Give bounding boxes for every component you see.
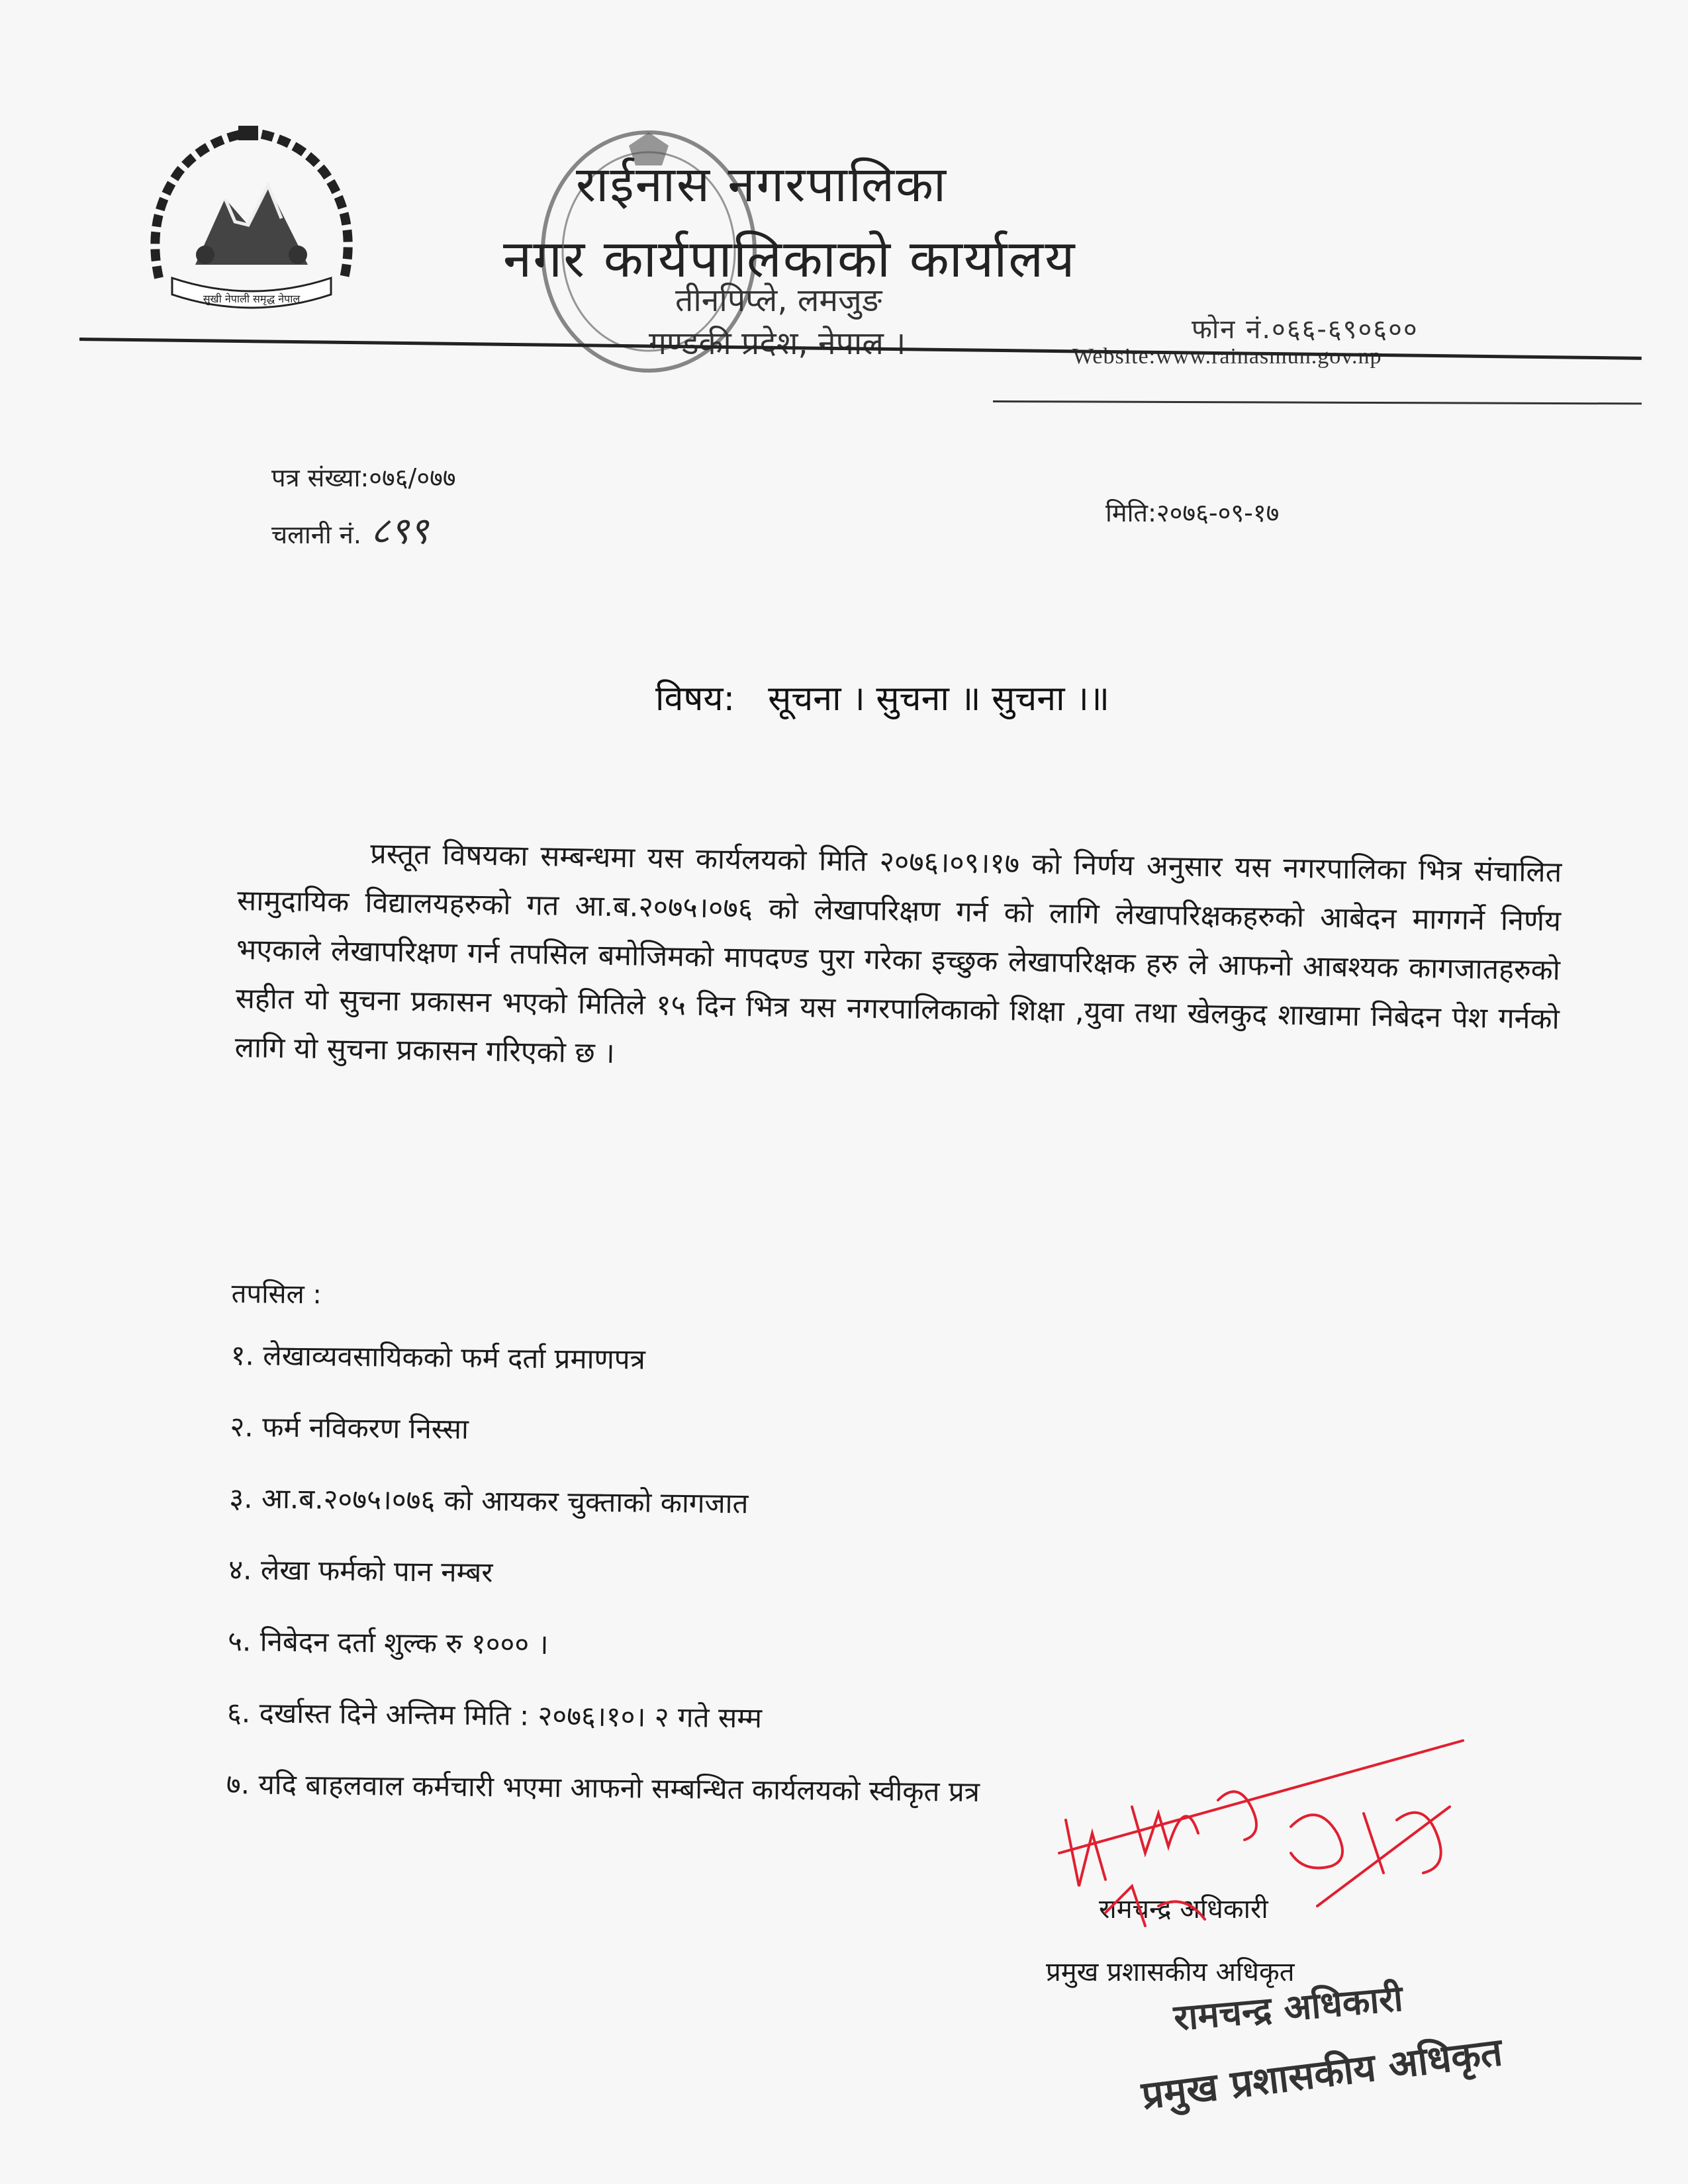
list-item: ७. यदि बाहलवाल कर्मचारी भएमा आफनो सम्बन्धित कार्यलयको स्वीकृत प्रत्र bbox=[226, 1767, 980, 1808]
subject-label: विषय: bbox=[655, 679, 735, 719]
list-item: ३. आ.ब.२०७५।०७६ को आयकर चुक्ताको कागजात bbox=[229, 1481, 749, 1520]
list-item: ४. लेखा फर्मको पान नम्बर bbox=[228, 1553, 493, 1589]
reference-number: पत्र संख्या:०७६/०७७ bbox=[271, 463, 456, 492]
list-item: ५. निबेदन दर्ता शुल्क रु १००० । bbox=[227, 1624, 549, 1661]
signatory-name: रामचन्द्र अधिकारी bbox=[1099, 1894, 1268, 1925]
website: Website:www.rainasmun.gov.np bbox=[1072, 344, 1382, 369]
list-item: ६. दर्खास्त दिने अन्तिम मिति : २०७६।१०। २ गते सम्म bbox=[226, 1696, 763, 1735]
address-line-1: तीनपिप्ले, लमजुङ bbox=[675, 282, 882, 319]
subject-text: सूचना । सुचना ॥ सुचना ।॥ bbox=[768, 679, 1109, 719]
dispatch-number bbox=[271, 504, 428, 555]
nepal-emblem-icon bbox=[132, 113, 371, 331]
address-line-2: गण्डकी प्रदेश, नेपाल । bbox=[649, 325, 906, 362]
subject-line bbox=[655, 674, 1109, 721]
signature-stamp-name: रामचन्द्र अधिकारी bbox=[1172, 1977, 1405, 2039]
dispatch-label: चलानी नं. bbox=[271, 520, 361, 549]
municipality-name: राईनास नगरपालिका bbox=[576, 156, 948, 213]
body-paragraph: प्रस्तूत विषयका सम्बन्धमा यस कार्यलयको मिति २०७६।०९।१७ को निर्णय अनुसार यस नगरपालिका भित्र संचालित सामुदायिक विद्यालयहरुको गत आ.ब.२०७५।०७६ को लेखापरिक्षण गर्न को लागि लेखापरिक्षकहरुको आबेदन मागगर्ने निर्णय भएकाले लेखापरिक्षण गर्न तपसिल बमोजिमको मापदण्ड पुरा गरेका इच्छुक लेखापरिक्षक हरु ले आफनो आबश्यक कागजातहरुको सहीत यो सुचना प्रकासन भएको मितिले १५ दिन भित्र यस नगरपालिकाको शिक्षा ,युवा तथा खेलकुद शाखामा निबेदन पेश गर्नको लागि यो सुचना प्रकासन गरिएको छ । bbox=[234, 837, 1562, 1070]
list-item: २. फर्म नविकरण निस्सा bbox=[230, 1410, 469, 1445]
header-rule-secondary bbox=[993, 400, 1642, 404]
emblem-caption: सुखी नेपाली समृद्ध नेपाल bbox=[203, 293, 301, 305]
details-heading: तपसिल : bbox=[231, 1278, 322, 1310]
signatory-title: प्रमुख प्रशासकीय अधिकृत bbox=[1046, 1957, 1295, 1987]
phone-number: फोन नं.०६६-६९०६०० bbox=[1192, 314, 1419, 345]
letter-date: मिति:२०७६-०९-१७ bbox=[1105, 498, 1280, 527]
dispatch-value: ८९९ bbox=[370, 510, 429, 553]
office-name: नगर कार्यपालिकाको कार्यालय bbox=[503, 230, 1076, 289]
signature-stamp-title: प्रमुख प्रशासकीय अधिकृत bbox=[1139, 2029, 1505, 2118]
list-item: १. लेखाव्यवसायिकको फर्म दर्ता प्रमाणपत्र bbox=[230, 1338, 646, 1376]
handwritten-signature-icon bbox=[1053, 1721, 1503, 1959]
